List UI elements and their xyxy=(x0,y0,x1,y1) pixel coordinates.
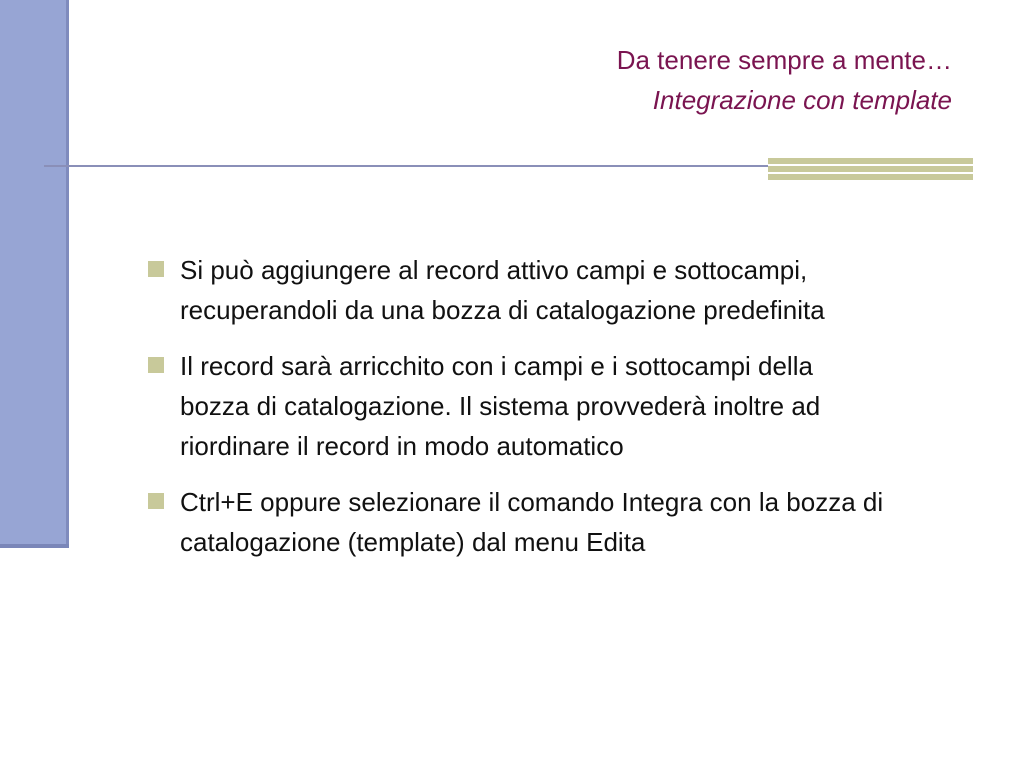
left-decorative-bar xyxy=(0,0,66,545)
title-divider-accent xyxy=(768,158,973,180)
bullet-item xyxy=(148,482,888,562)
square-bullet-icon xyxy=(148,261,164,277)
slide-title-line1: Da tenere sempre a mente… xyxy=(616,45,952,75)
slide-subtitle: Integrazione con template xyxy=(652,85,952,115)
bullet-item xyxy=(148,250,888,330)
title-divider-line xyxy=(44,165,768,167)
square-bullet-icon xyxy=(148,493,164,509)
slide-title xyxy=(617,40,952,120)
bullet-item xyxy=(148,346,888,466)
bullet-text: Ctrl+E oppure selezionare il comando Integra con la bozza di catalogazione (template) dal menu Edita xyxy=(180,487,884,557)
bullet-list xyxy=(148,250,888,578)
left-bar-rim xyxy=(66,0,69,548)
left-bar-bottom-edge xyxy=(0,544,69,548)
bullet-text: Si può aggiungere al record attivo campi e sottocampi, recuperandoli da una bozza di catalogazione predefinita xyxy=(180,255,825,325)
bullet-text: Il record sarà arricchito con i campi e i sottocampi della bozza di catalogazione. Il sistema provvederà inoltre ad riordinare il record in modo automatico xyxy=(180,351,821,461)
square-bullet-icon xyxy=(148,357,164,373)
